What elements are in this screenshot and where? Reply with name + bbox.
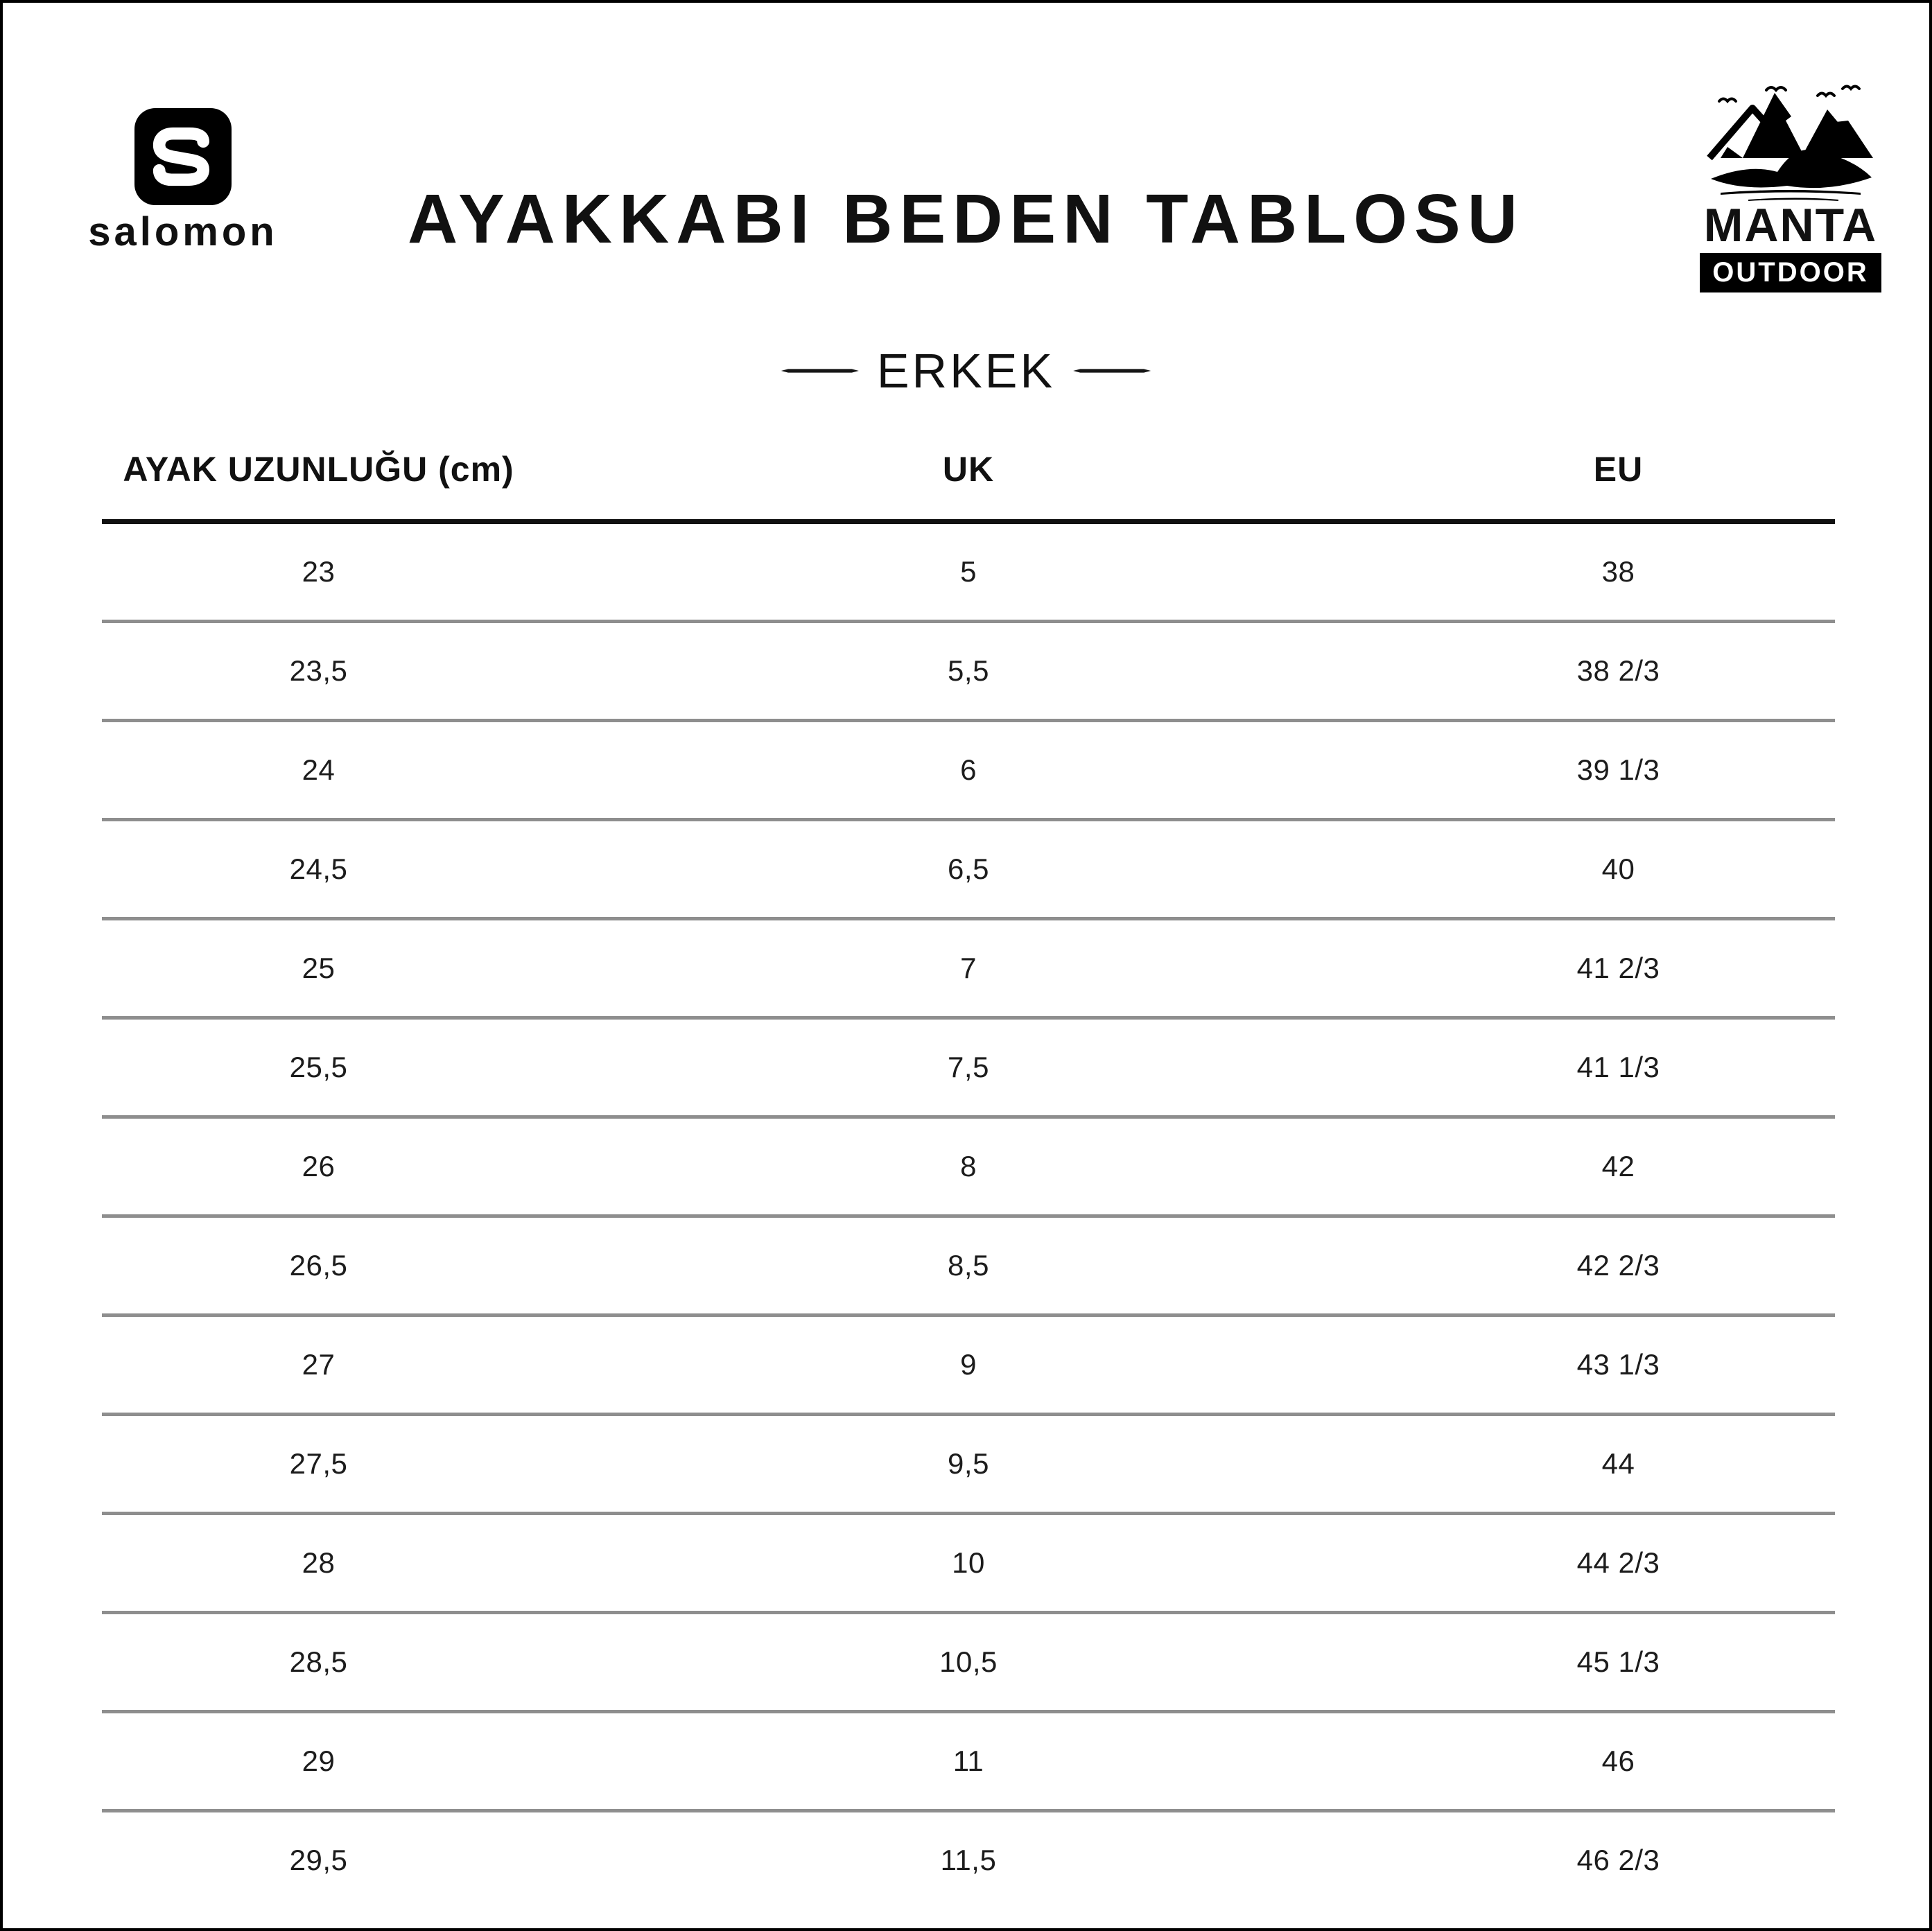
cell-uk-size: 8,5 xyxy=(948,1249,989,1282)
cell-foot-length: 23 xyxy=(302,555,336,588)
cell-foot-length: 26,5 xyxy=(289,1249,348,1282)
table-row xyxy=(102,1119,1835,1218)
left-dash-decoration xyxy=(781,369,859,374)
manta-wordmark: MANTA xyxy=(1703,199,1878,252)
cell-eu-size: 42 2/3 xyxy=(1576,1249,1660,1282)
column-header-foot-length: AYAK UZUNLUĞU (cm) xyxy=(123,449,514,489)
cell-uk-size: 7,5 xyxy=(948,1051,989,1083)
cell-uk-size: 9 xyxy=(960,1348,977,1381)
cell-foot-length: 24 xyxy=(302,753,336,786)
table-row xyxy=(102,524,1835,623)
cell-eu-size: 44 xyxy=(1601,1447,1635,1480)
cell-eu-size: 39 1/3 xyxy=(1576,753,1660,786)
cell-foot-length: 28 xyxy=(302,1546,336,1579)
table-row xyxy=(102,1812,1835,1908)
cell-eu-size: 46 xyxy=(1601,1745,1635,1777)
mountains-birds-wave-icon xyxy=(1700,80,1881,202)
size-table-body xyxy=(102,524,1835,1908)
cell-eu-size: 45 1/3 xyxy=(1576,1645,1660,1678)
table-row xyxy=(102,1218,1835,1317)
cell-eu-size: 46 2/3 xyxy=(1576,1844,1660,1876)
outdoor-wordmark: OUTDOOR xyxy=(1700,253,1881,292)
table-row xyxy=(102,1515,1835,1614)
cell-eu-size: 42 xyxy=(1601,1150,1635,1182)
cell-foot-length: 25 xyxy=(302,952,336,984)
right-dash-decoration xyxy=(1073,369,1151,374)
column-header-uk: UK xyxy=(942,449,995,489)
cell-eu-size: 44 2/3 xyxy=(1576,1546,1660,1579)
table-row xyxy=(102,1317,1835,1416)
manta-outdoor-logo xyxy=(1700,80,1881,292)
table-row xyxy=(102,1614,1835,1713)
cell-uk-size: 7 xyxy=(960,952,977,984)
cell-uk-size: 6,5 xyxy=(948,853,989,885)
cell-eu-size: 38 2/3 xyxy=(1576,654,1660,687)
cell-uk-size: 5 xyxy=(960,555,977,588)
cell-foot-length: 23,5 xyxy=(289,654,348,687)
page-title: AYAKKABI BEDEN TABLOSU xyxy=(408,180,1524,258)
size-table xyxy=(102,419,1835,1908)
table-row xyxy=(102,1020,1835,1119)
cell-eu-size: 41 1/3 xyxy=(1576,1051,1660,1083)
table-row xyxy=(102,1416,1835,1515)
cell-foot-length: 27 xyxy=(302,1348,336,1381)
cell-foot-length: 24,5 xyxy=(289,853,348,885)
cell-eu-size: 43 1/3 xyxy=(1576,1348,1660,1381)
cell-foot-length: 25,5 xyxy=(289,1051,348,1083)
cell-eu-size: 40 xyxy=(1601,853,1635,885)
cell-foot-length: 29,5 xyxy=(289,1844,348,1876)
cell-foot-length: 29 xyxy=(302,1745,336,1777)
cell-eu-size: 41 2/3 xyxy=(1576,952,1660,984)
cell-uk-size: 5,5 xyxy=(948,654,989,687)
cell-uk-size: 10 xyxy=(952,1546,985,1579)
table-row xyxy=(102,920,1835,1020)
salomon-wordmark: salomon xyxy=(88,209,278,254)
cell-uk-size: 6 xyxy=(960,753,977,786)
cell-uk-size: 11,5 xyxy=(940,1844,997,1876)
table-row xyxy=(102,623,1835,722)
table-row xyxy=(102,1713,1835,1812)
cell-uk-size: 11 xyxy=(952,1745,984,1777)
cell-foot-length: 27,5 xyxy=(289,1447,348,1480)
cell-foot-length: 28,5 xyxy=(289,1645,348,1678)
cell-uk-size: 9,5 xyxy=(948,1447,989,1480)
cell-uk-size: 8 xyxy=(960,1150,977,1182)
cell-foot-length: 26 xyxy=(302,1150,336,1182)
table-header-row xyxy=(102,419,1835,524)
table-row xyxy=(102,722,1835,821)
section-label: ERKEK xyxy=(876,344,1056,398)
table-row xyxy=(102,821,1835,920)
section-erkek xyxy=(3,344,1929,398)
column-header-eu: EU xyxy=(1593,449,1644,489)
cell-uk-size: 10,5 xyxy=(939,1645,998,1678)
cell-eu-size: 38 xyxy=(1601,555,1635,588)
